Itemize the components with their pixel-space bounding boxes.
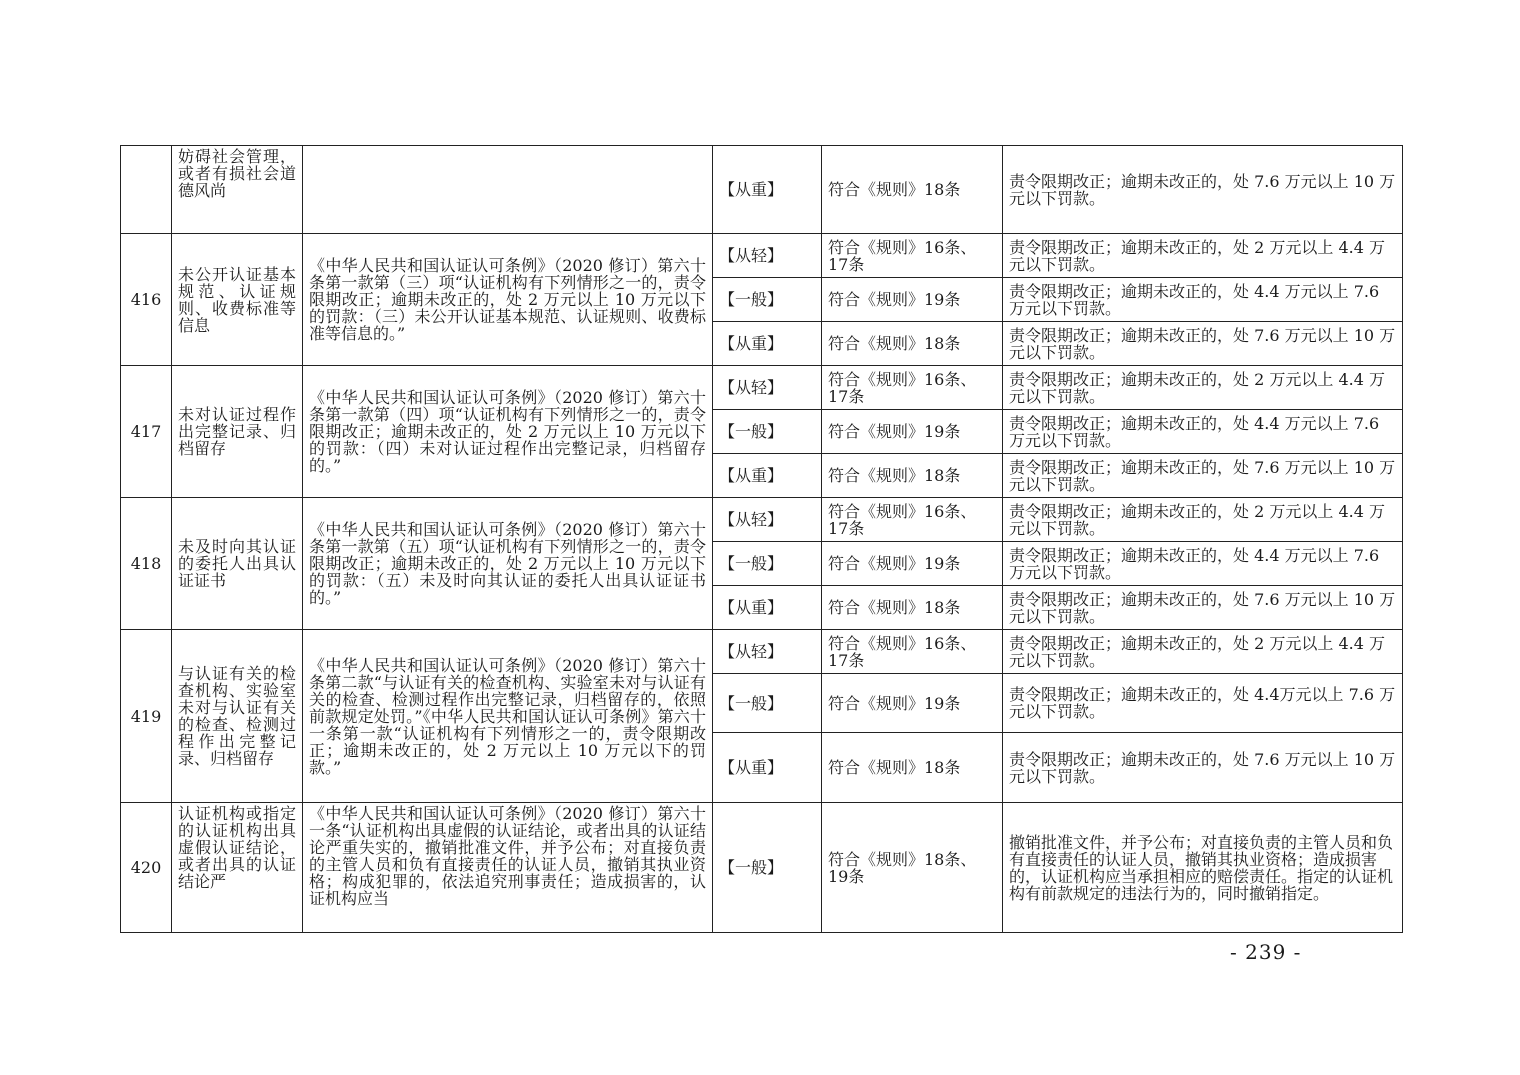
applicable-condition: 符合《规则》18条 (822, 146, 1003, 234)
page-number: - 239 - (1230, 940, 1302, 964)
discretion-level: 【从轻】 (713, 630, 822, 674)
applicable-condition: 符合《规则》18条、19条 (822, 803, 1003, 933)
penalty-standard: 责令限期改正；逾期未改正的，处 2 万元以上 4.4 万元以下罚款。 (1003, 630, 1403, 674)
table-row (121, 146, 1403, 234)
penalty-standard: 责令限期改正；逾期未改正的，处 7.6 万元以上 10 万元以下罚款。 (1003, 454, 1403, 498)
penalty-standard: 责令限期改正；逾期未改正的，处 7.6 万元以上 10 万元以下罚款。 (1003, 146, 1403, 234)
discretion-level: 【从轻】 (713, 366, 822, 410)
legal-basis: 《中华人民共和国认证认可条例》（2020 修订）第六十条第一款第（四）项“认证机构有下列情形之一的，责令限期改正；逾期未改正的，处 2 万元以上 10 万元以下的罚款：（四）未对认证过程作出完整记录，归档留存的。” (303, 366, 713, 498)
item-number: 420 (121, 803, 172, 933)
applicable-condition: 符合《规则》19条 (822, 542, 1003, 586)
item-number: 417 (121, 366, 172, 498)
applicable-condition: 符合《规则》16条、17条 (822, 498, 1003, 542)
discretion-level: 【从重】 (713, 322, 822, 366)
table-row (121, 630, 1403, 674)
violation-name: 与认证有关的检查机构、实验室未对与认证有关的检查、检测过程作出完整记录、归档留存 (172, 630, 303, 803)
discretion-level: 【从重】 (713, 733, 822, 803)
penalty-standard: 责令限期改正；逾期未改正的，处 2 万元以上 4.4 万元以下罚款。 (1003, 234, 1403, 278)
discretion-level: 【一般】 (713, 410, 822, 454)
penalty-standard: 撤销批准文件，并予公布；对直接负责的主管人员和负有直接责任的认证人员，撤销其执业资格；造成损害的，认证机构应当承担相应的赔偿责任。指定的认证机构有前款规定的违法行为的，同时撤销指定。 (1003, 803, 1403, 933)
item-number (121, 146, 172, 234)
item-number: 419 (121, 630, 172, 803)
discretion-level: 【从重】 (713, 586, 822, 630)
discretion-level: 【从重】 (713, 146, 822, 234)
discretion-level: 【一般】 (713, 542, 822, 586)
applicable-condition: 符合《规则》18条 (822, 586, 1003, 630)
applicable-condition: 符合《规则》16条、17条 (822, 234, 1003, 278)
penalty-standard: 责令限期改正；逾期未改正的，处 7.6 万元以上 10 万元以下罚款。 (1003, 586, 1403, 630)
violation-name: 认证机构或指定的认证机构出具虚假认证结论，或者出具的认证结论严 (172, 803, 303, 933)
applicable-condition: 符合《规则》19条 (822, 278, 1003, 322)
violation-name: 未公开认证基本规范、认证规则、收费标准等信息 (172, 234, 303, 366)
applicable-condition: 符合《规则》18条 (822, 454, 1003, 498)
applicable-condition: 符合《规则》19条 (822, 674, 1003, 733)
table-row (121, 234, 1403, 278)
discretion-level: 【一般】 (713, 278, 822, 322)
penalty-standard: 责令限期改正；逾期未改正的，处 7.6 万元以上 10 万元以下罚款。 (1003, 322, 1403, 366)
item-number: 416 (121, 234, 172, 366)
table-row (121, 366, 1403, 410)
violation-name: 妨碍社会管理，或者有损社会道德风尚 (172, 146, 303, 234)
violation-name: 未对认证过程作出完整记录、归档留存 (172, 366, 303, 498)
legal-basis (303, 146, 713, 234)
penalty-standard: 责令限期改正；逾期未改正的，处 7.6 万元以上 10 万元以下罚款。 (1003, 733, 1403, 803)
discretion-level: 【从重】 (713, 454, 822, 498)
penalty-standard: 责令限期改正；逾期未改正的，处 4.4万元以上 7.6 万元以下罚款。 (1003, 674, 1403, 733)
legal-basis: 《中华人民共和国认证认可条例》（2020 修订）第六十条第一款第（三）项“认证机构有下列情形之一的，责令限期改正；逾期未改正的，处 2 万元以上 10 万元以下的罚款：（三）未公开认证基本规范、认证规则、收费标准等信息的。” (303, 234, 713, 366)
legal-basis: 《中华人民共和国认证认可条例》（2020 修订）第六十一条“认证机构出具虚假的认证结论，或者出具的认证结论严重失实的，撤销批准文件，并予公布；对直接负责的主管人员和负有直接责任的认证人员，撤销其执业资格；构成犯罪的，依法追究刑事责任；造成损害的，认证机构应当 (303, 803, 713, 933)
penalty-standards-table (120, 145, 1403, 933)
applicable-condition: 符合《规则》18条 (822, 322, 1003, 366)
penalty-standard: 责令限期改正；逾期未改正的，处 4.4 万元以上 7.6 万元以下罚款。 (1003, 542, 1403, 586)
penalty-standard: 责令限期改正；逾期未改正的，处 4.4 万元以上 7.6 万元以下罚款。 (1003, 278, 1403, 322)
item-number: 418 (121, 498, 172, 630)
penalty-standard: 责令限期改正；逾期未改正的，处 2 万元以上 4.4 万元以下罚款。 (1003, 366, 1403, 410)
applicable-condition: 符合《规则》18条 (822, 733, 1003, 803)
discretion-level: 【一般】 (713, 803, 822, 933)
table-row (121, 498, 1403, 542)
applicable-condition: 符合《规则》16条、17条 (822, 630, 1003, 674)
discretion-level: 【从轻】 (713, 234, 822, 278)
penalty-standard: 责令限期改正；逾期未改正的，处 4.4 万元以上 7.6 万元以下罚款。 (1003, 410, 1403, 454)
legal-basis: 《中华人民共和国认证认可条例》（2020 修订）第六十条第一款第（五）项“认证机构有下列情形之一的，责令限期改正；逾期未改正的，处 2 万元以上 10 万元以下的罚款：（五）未及时向其认证的委托人出具认证证书的。” (303, 498, 713, 630)
discretion-level: 【一般】 (713, 674, 822, 733)
penalty-standard: 责令限期改正；逾期未改正的，处 2 万元以上 4.4 万元以下罚款。 (1003, 498, 1403, 542)
table-row (121, 803, 1403, 933)
discretion-level: 【从轻】 (713, 498, 822, 542)
legal-basis: 《中华人民共和国认证认可条例》（2020 修订）第六十条第二款“与认证有关的检查机构、实验室未对与认证有关的检查、检测过程作出完整记录，归档留存的，依照前款规定处罚。”《中华人民共和国认证认可条例》第六十一条第一款“认证机构有下列情形之一的，责令限期改正；逾期未改正的，处 2 万元以上 10 万元以下的罚款。” (303, 630, 713, 803)
violation-name: 未及时向其认证的委托人出具认证证书 (172, 498, 303, 630)
applicable-condition: 符合《规则》16条、17条 (822, 366, 1003, 410)
applicable-condition: 符合《规则》19条 (822, 410, 1003, 454)
